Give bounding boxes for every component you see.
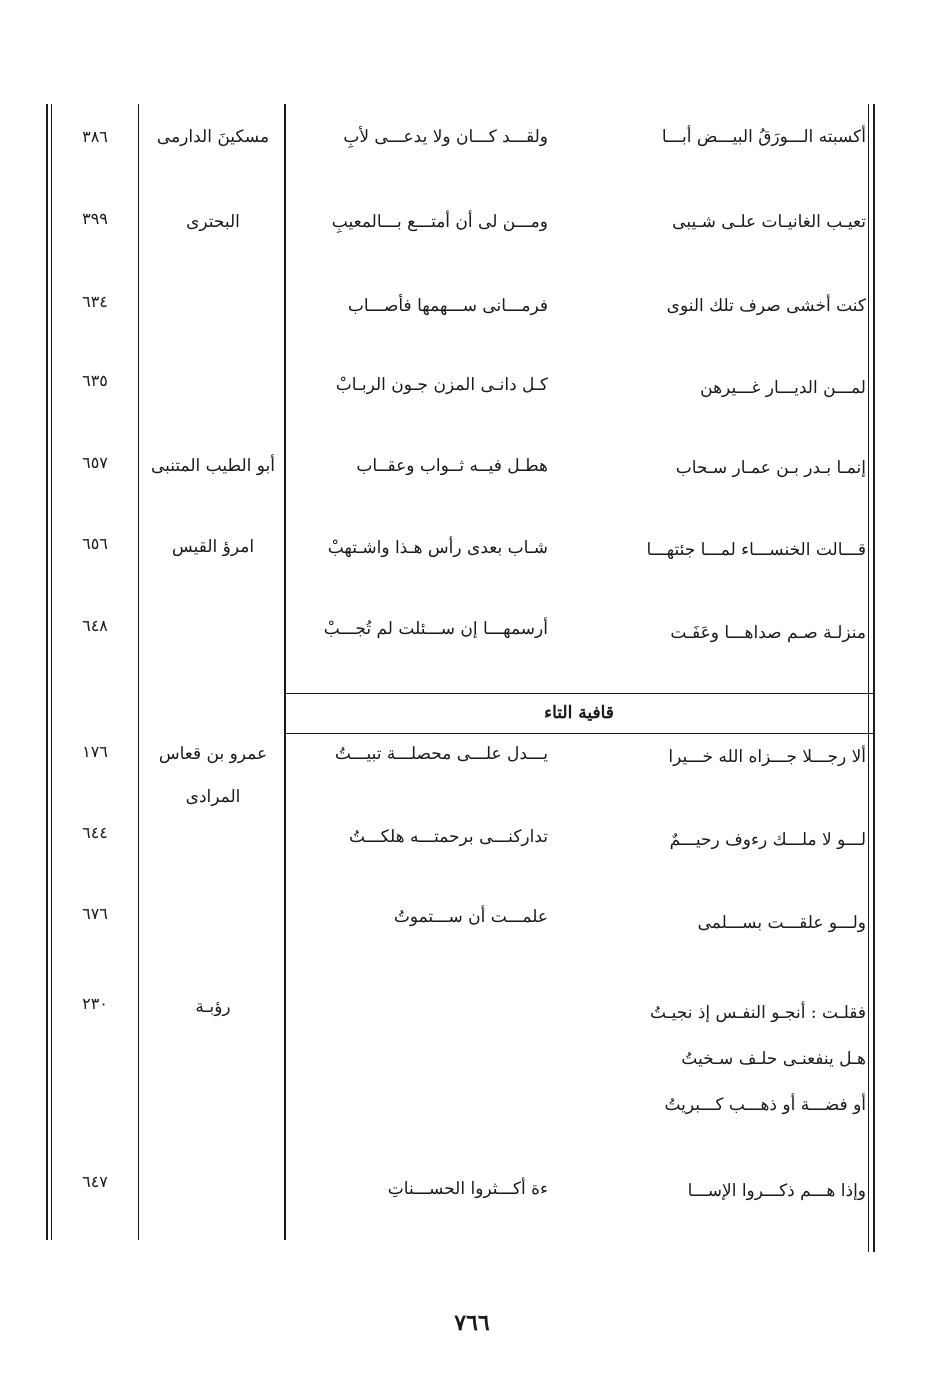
section-title: قافية التاء bbox=[544, 703, 614, 723]
page-reference: ٦٣٥ bbox=[82, 371, 108, 390]
page-reference: ٣٨٦ bbox=[82, 127, 108, 146]
poet-name: البحترى bbox=[186, 212, 240, 232]
verse-second-hemistich: علمـــت أن ســـتموتُ bbox=[393, 907, 548, 927]
poet-name: أبو الطيب المتنبى bbox=[150, 456, 275, 476]
verse-second-hemistich: هطـل فيــه ثــواب وعقــاب bbox=[356, 456, 548, 476]
poet-name: امرؤ القيس bbox=[171, 537, 255, 557]
page-reference: ٢٣٠ bbox=[82, 994, 108, 1013]
section-rule-bottom bbox=[286, 733, 874, 734]
poet-name-continuation: المرادى bbox=[185, 787, 241, 807]
left-border-outer bbox=[46, 104, 48, 1240]
poet-name: رؤبـة bbox=[195, 997, 231, 1017]
rajaz-line: فقلـت : أنجـو النفـس إذ نجيـتُ bbox=[649, 1003, 866, 1023]
page-reference: ٦٥٧ bbox=[82, 453, 108, 472]
verse-first-hemistich: كنت أخشى صرف تلك النوى bbox=[666, 296, 866, 316]
verse-second-hemistich: ومـــن لى أن أمتـــع بـــالمعيبِ bbox=[331, 212, 548, 232]
verse-second-hemistich: تداركنـــى برحمتـــه هلكـــتُ bbox=[349, 827, 548, 847]
verse-first-hemistich: أكسبته الـــورَقُ البيـــض أبـــا bbox=[661, 127, 866, 147]
verse-second-hemistich: أرسمهـــا إن ســـئلت لم تُجـــبْ bbox=[323, 619, 548, 639]
verse-first-hemistich: قـــالت الخنســـاء لمـــا جئتهـــا bbox=[646, 540, 866, 560]
right-border-outer bbox=[873, 104, 875, 1252]
column-divider-verse bbox=[284, 104, 286, 1240]
poet-name: مسكينَ الدارمى bbox=[156, 127, 270, 147]
verse-second-hemistich: شـاب بعدى رأس هـذا واشـتهبْ bbox=[327, 538, 548, 558]
page-reference: ٣٩٩ bbox=[82, 209, 108, 228]
rajaz-line: أو فضـــة أو ذهـــب كـــبريتُ bbox=[664, 1095, 866, 1115]
verse-first-hemistich: ولـــو علقـــت بســـلمى bbox=[697, 913, 866, 933]
page-reference: ٦٤٧ bbox=[82, 1172, 108, 1191]
page-number: ٧٦٦ bbox=[454, 1310, 490, 1336]
left-border-inner bbox=[51, 104, 52, 1240]
page-reference: ٦٥٦ bbox=[82, 534, 108, 553]
section-rule-top bbox=[286, 693, 874, 694]
verse-second-hemistich: فرمـــانى ســـهمها فأصـــاب bbox=[347, 296, 548, 316]
verse-second-hemistich: ولقـــد كـــان ولا يدعـــى لأبِ bbox=[343, 127, 548, 147]
verse-first-hemistich: لـــو لا ملـــك رءوف رحيـــمٌ bbox=[669, 830, 866, 850]
verse-first-hemistich: وإذا هـــم ذكـــروا الإســـا bbox=[687, 1181, 866, 1201]
column-divider-poet bbox=[138, 104, 139, 1240]
right-border-inner bbox=[868, 104, 869, 1252]
verse-first-hemistich: لمـــن الديـــار غـــيرهن bbox=[700, 378, 866, 398]
verse-first-hemistich: ألا رجـــلا جـــزاه الله خـــيرا bbox=[668, 747, 866, 767]
page-reference: ٦٤٨ bbox=[82, 616, 108, 635]
verse-second-hemistich: ءة أكـــثروا الحســـناتِ bbox=[387, 1179, 548, 1199]
page-reference: ٦٤٤ bbox=[82, 823, 108, 842]
page-reference: ١٧٦ bbox=[82, 742, 108, 761]
page-reference: ٦٧٦ bbox=[82, 904, 108, 923]
verse-first-hemistich: منزلـة صـم صداهـــا وعَفَـت bbox=[670, 623, 866, 643]
page-reference: ٦٣٤ bbox=[82, 292, 108, 311]
verse-first-hemistich: تعيـب الغانيـات علـى شـيبى bbox=[672, 212, 866, 232]
verse-second-hemistich: كـل دانـى المزن جـون الربـابْ bbox=[335, 375, 548, 395]
verse-second-hemistich: يـــدل علـــى محصلـــة تبيـــتُ bbox=[334, 744, 548, 764]
poet-name: عمرو بن قعاس bbox=[158, 744, 268, 764]
verse-first-hemistich: إنمـا بـدر بـن عمـار سـحاب bbox=[675, 458, 866, 478]
rajaz-line: هـل ينفعنـى حلـف سـخيتُ bbox=[681, 1049, 866, 1069]
